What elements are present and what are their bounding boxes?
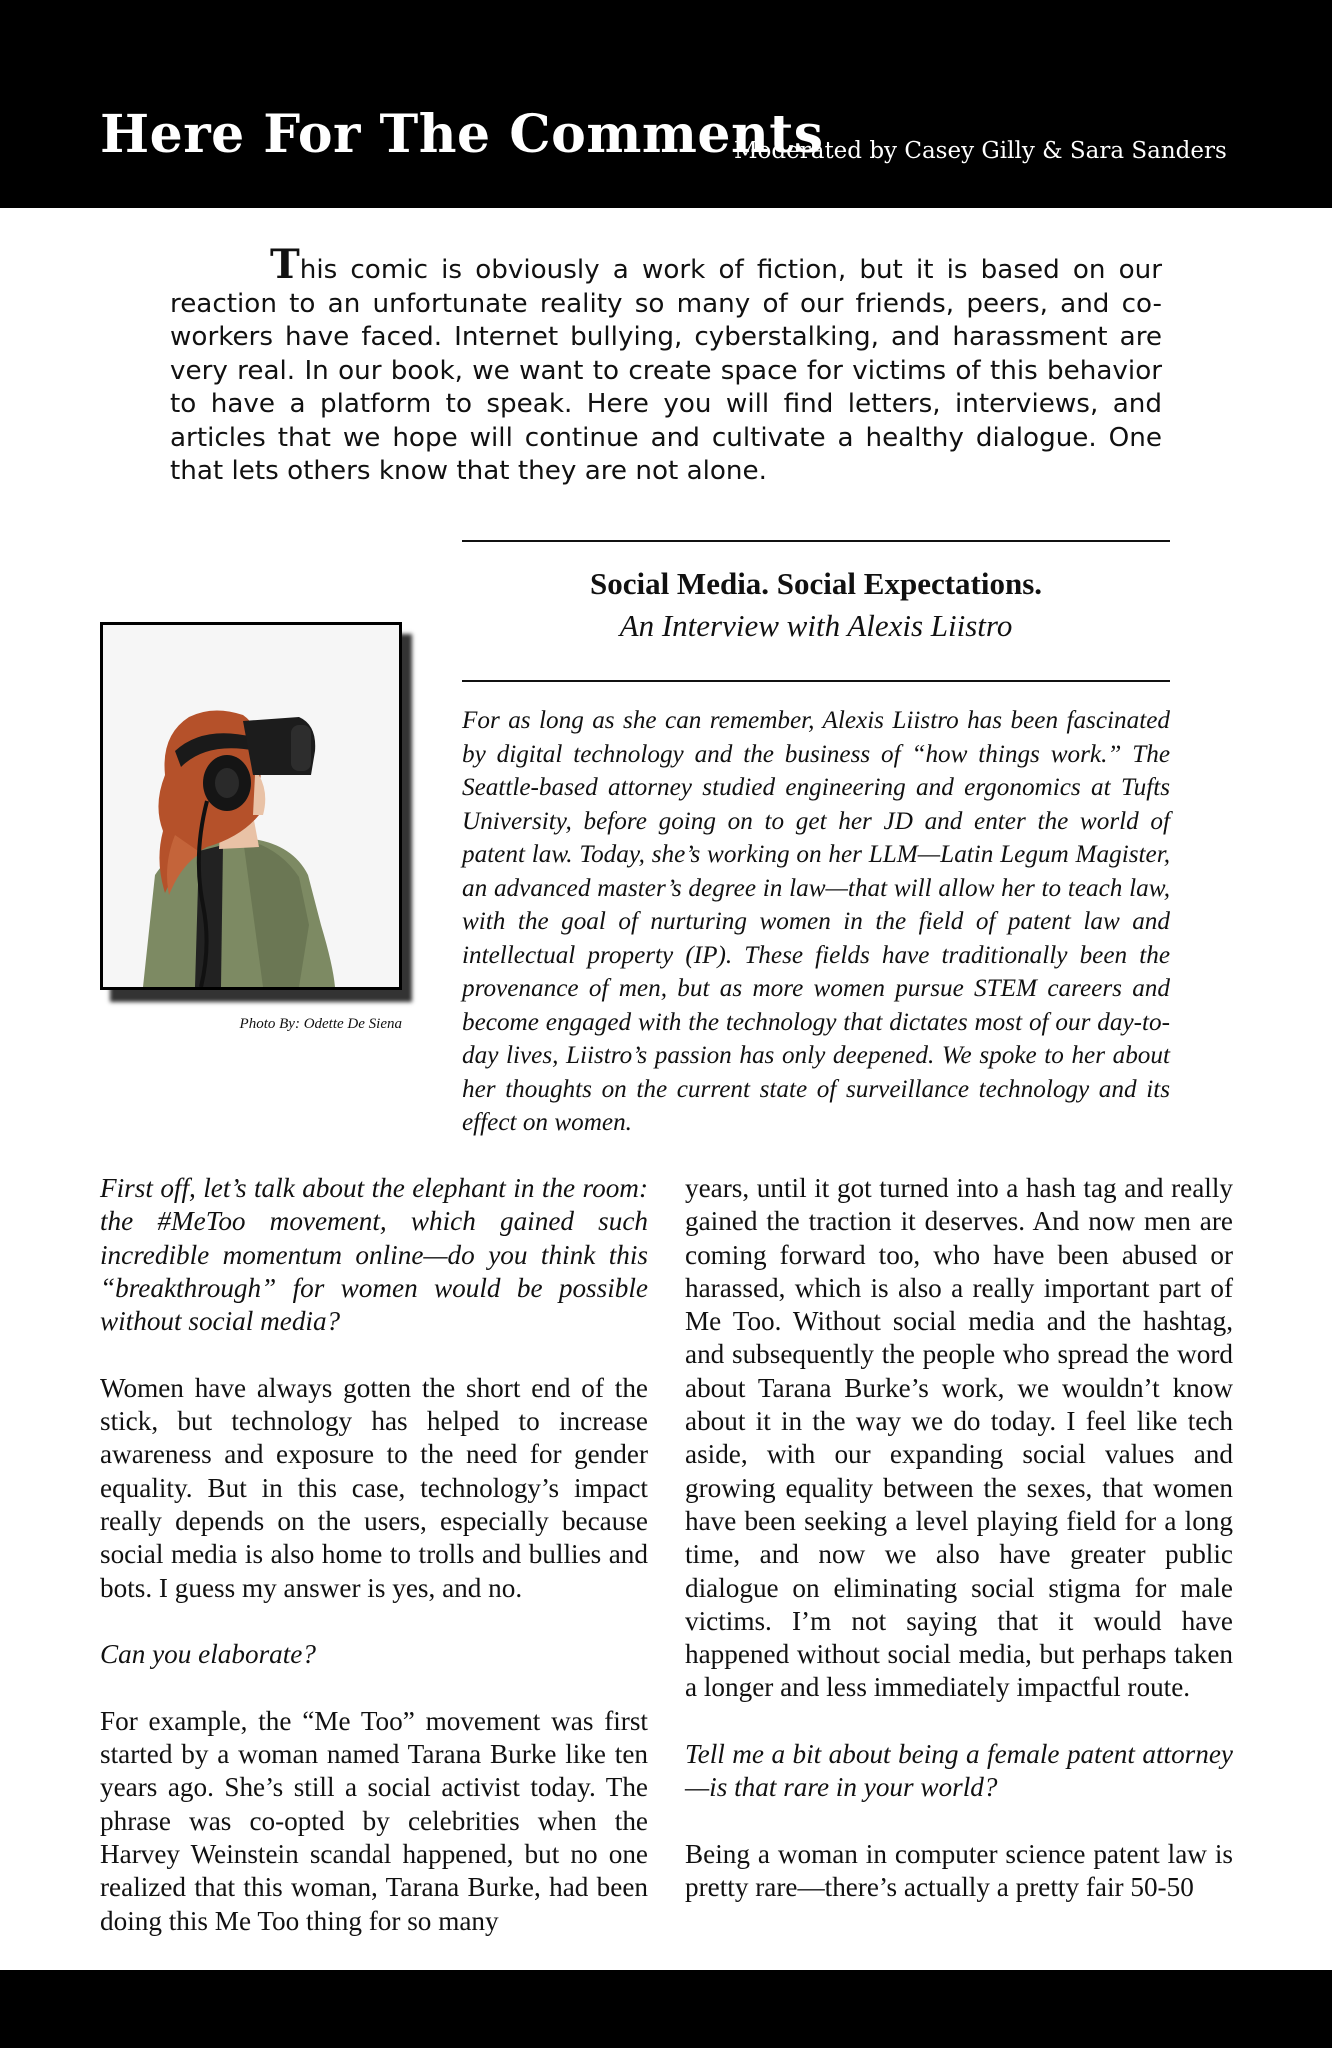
intro-drop-cap: T <box>270 241 300 288</box>
left-column <box>100 1172 648 1938</box>
article-deck: For as long as she can remember, Alexis Liistro has been fascinated by digital technology and the business of “how things work.” The Seattle-based attorney studied engineering and ergonomics at Tufts University, before going on to get her JD and enter the world of patent law. Today, she’s working on her LLM—Latin Legum Magister, an advanced master’s degree in law—that will allow her to teach law, with the goal of nurturing women in the field of patent law and intellectual property (IP). These fields have traditionally been the provenance of men, but as more women pursue STEM careers and become engaged with the technology that dictates most of our day-to-day lives, Liistro’s passion has only deepened. We spoke to her about her thoughts on the current state of surveillance technology and its effect on women. <box>462 707 1170 1136</box>
title-rule-bottom <box>462 680 1170 682</box>
woman-vr-headset-illustration <box>103 625 399 987</box>
photo-credit: Photo By: Odette De Siena <box>239 1016 402 1032</box>
article-subtitle: An Interview with Alexis Liistro <box>619 608 1013 643</box>
title-rule-top <box>462 540 1170 542</box>
interview-answer: Women have always gotten the short end of the stick, but technology has helped to increase awareness and exposure to the need for gender equality. But in this case, technology’s impact really depends on the users, especially because social media is also home to trolls and bullies and bots. I guess my answer is yes, and no. <box>100 1372 648 1603</box>
right-column <box>685 1172 1233 1905</box>
interview-answer: Being a woman in computer science patent law is pretty rare—there’s actually a pretty fair 50-50 <box>685 1838 1233 1903</box>
intro-text: his comic is obviously a work of fiction, but it is based on our reaction to an unfortunate reality so many of our friends, peers, and co-workers have faced. Internet bullying, cyberstalking, and harassment are very real. In our book, we want to create space for victims of this behavior to have a platform to speak. Here you will find letters, interviews, and articles that we hope will continue and cultivate a healthy dialogue. One that lets others know that they are not alone. <box>170 255 1162 486</box>
header-band <box>0 0 1332 208</box>
page-title: Here For The Comments <box>100 104 824 165</box>
interview-question: First off, let’s talk about the elephant in the room: the #MeToo movement, which gained such incredible momentum online—do you think this “breakthrough” for women would be possible without social media? <box>100 1173 648 1337</box>
interview-answer: years, until it got turned into a hash tag and really gained the traction it deserves. And now men are coming forward too, who have been abused or harassed, which is also a really important part of Me Too. Without social media and the hashtag, and subsequently the people who spread the word about Tarana Burke’s work, we wouldn’t know about it in the way we do today. I feel like tech aside, with our expanding social values and growing equality between the sexes, that women have been seeking a level playing field for a long time, and now we also have greater public dialogue on eliminating social stigma for male victims. I’m not saying that it would have happened without social media, but perhaps taken a longer and less immediately impactful route. <box>685 1173 1233 1703</box>
moderators-credit: Moderated by Casey Gilly & Sara Sanders <box>734 138 1227 164</box>
intro-paragraph <box>170 241 1162 489</box>
interview-answer: For example, the “Me Too” movement was first started by a woman named Tarana Burke like ten years ago. She’s still a social activist today. The phrase was co-opted by celebrities when the Harvey Weinstein scandal happened, but no one realized that this woman, Tarana Burke, had been doing this Me Too thing for so many <box>100 1705 648 1936</box>
interview-question: Tell me a bit about being a female patent attorney—is that rare in your world? <box>685 1739 1233 1803</box>
footer-band <box>0 1970 1332 2048</box>
interview-photo <box>100 622 402 990</box>
article-title: Social Media. Social Expectations. <box>589 566 1043 601</box>
interview-question: Can you elaborate? <box>100 1639 316 1670</box>
